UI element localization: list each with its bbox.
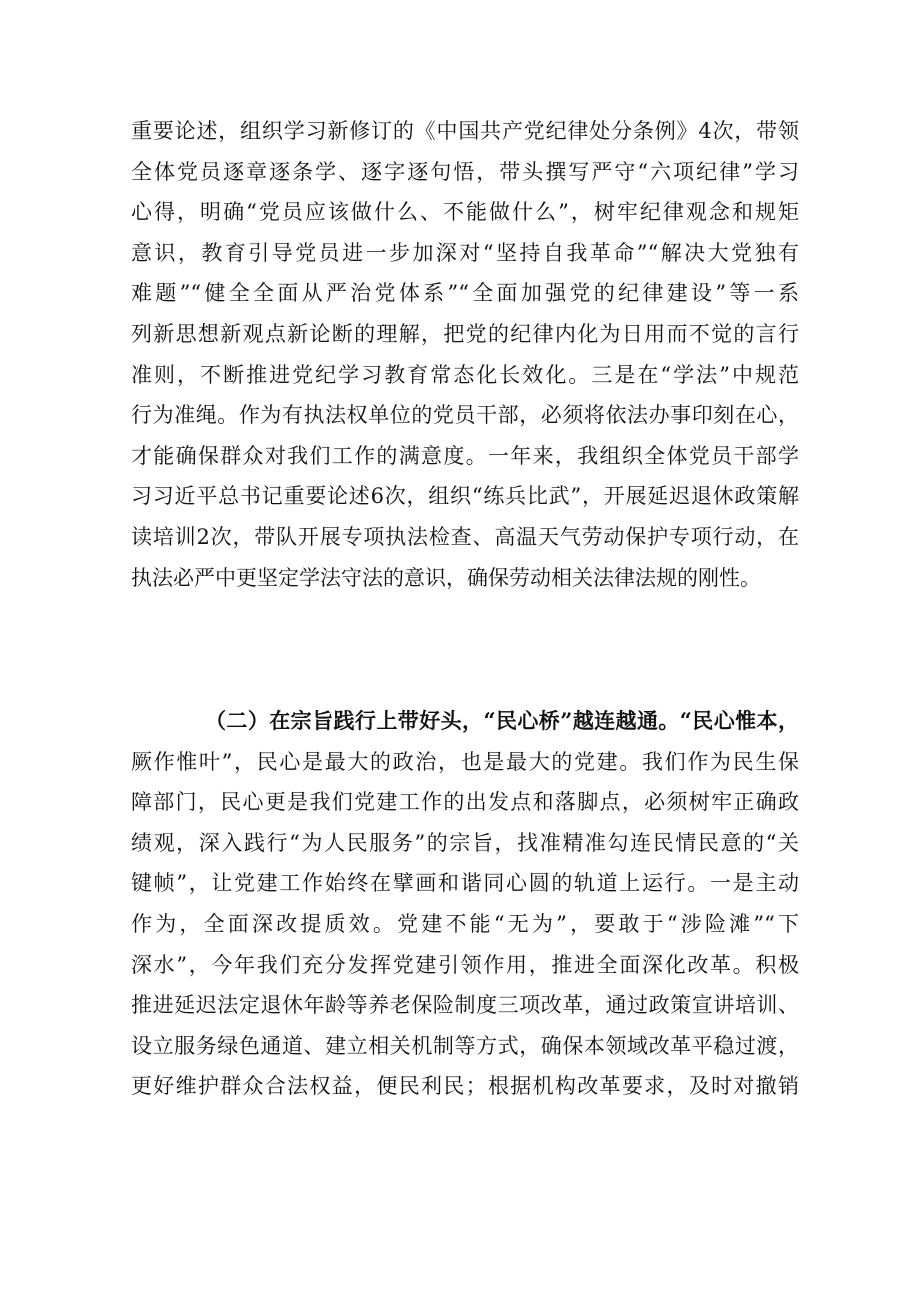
paragraph-line: 推进延迟法定退休年龄等养老保险制度三项改革，通过政策宣讲培训、	[131, 993, 799, 1018]
paragraph-purpose-practice	[131, 701, 799, 1107]
section-heading-quote: “民心惟本，	[679, 708, 799, 733]
paragraph-line: 作为，全面深改提质效。党建不能“无为”，要敢于“涉险滩”“下	[131, 911, 799, 936]
section-heading: （二）在宗旨践行上带好头，“民心桥”越连越通。	[205, 708, 680, 733]
paragraph-line: 读培训2次，带队开展专项执法检查、高温天气劳动保护专项行动，在	[131, 524, 799, 549]
paragraph-line: 键帧”，让党建工作始终在擘画和谐同心圆的轨道上运行。一是主动	[131, 871, 799, 896]
paragraph-line: 设立服务绿色通道、建立相关机制等方式，确保本领域改革平稳过渡，	[131, 1033, 799, 1058]
paragraph-line: 心得，明确“党员应该做什么、不能做什么”，树牢纪律观念和规矩	[131, 200, 799, 225]
paragraph-line: 列新思想新观点新论断的理解，把党的纪律内化为日用而不觉的言行	[131, 321, 799, 346]
paragraph-line: 障部门，民心更是我们党建工作的出发点和落脚点，必须树牢正确政	[131, 790, 799, 815]
paragraph-line: 执法必严中更坚定学法守法的意识，确保劳动相关法律法规的刚性。	[131, 565, 761, 590]
paragraph-line: 准则，不断推进党纪学习教育常态化长效化。三是在“学法”中规范	[131, 362, 799, 387]
paragraph-line: 深水”，今年我们充分发挥党建引领作用，推进全面深化改革。积极	[131, 952, 799, 977]
paragraph-line: 难题”“健全全面从严治党体系”“全面加强党的纪律建设”等一系	[131, 281, 799, 306]
paragraph-discipline-study	[131, 111, 799, 598]
paragraph-line: 才能确保群众对我们工作的满意度。一年来，我组织全体党员干部学	[131, 443, 799, 468]
paragraph-line: 习习近平总书记重要论述6次，组织“练兵比武”，开展延迟退休政策解	[131, 484, 799, 509]
paragraph-line: 行为准绳。作为有执法权单位的党员干部，必须将依法办事印刻在心，	[131, 403, 799, 428]
paragraph-line: 重要论述，组织学习新修订的《中国共产党纪律处分条例》4次，带领	[131, 119, 799, 143]
section-heading-line	[131, 701, 799, 742]
paragraph-line: 意识，教育引导党员进一步加深对“坚持自我革命”“解决大党独有	[131, 240, 799, 265]
paragraph-line: 更好维护群众合法权益，便民利民；根据机构改革要求，及时对撤销	[131, 1074, 799, 1099]
paragraph-line: 厥作惟叶”，民心是最大的政治，也是最大的党建。我们作为民生保	[131, 749, 799, 774]
paragraph-line: 绩观，深入践行“为人民服务”的宗旨，找准精准勾连民情民意的“关	[131, 830, 799, 855]
paragraph-line: 全体党员逐章逐条学、逐字逐句悟，带头撰写严守“六项纪律”学习	[131, 159, 799, 184]
